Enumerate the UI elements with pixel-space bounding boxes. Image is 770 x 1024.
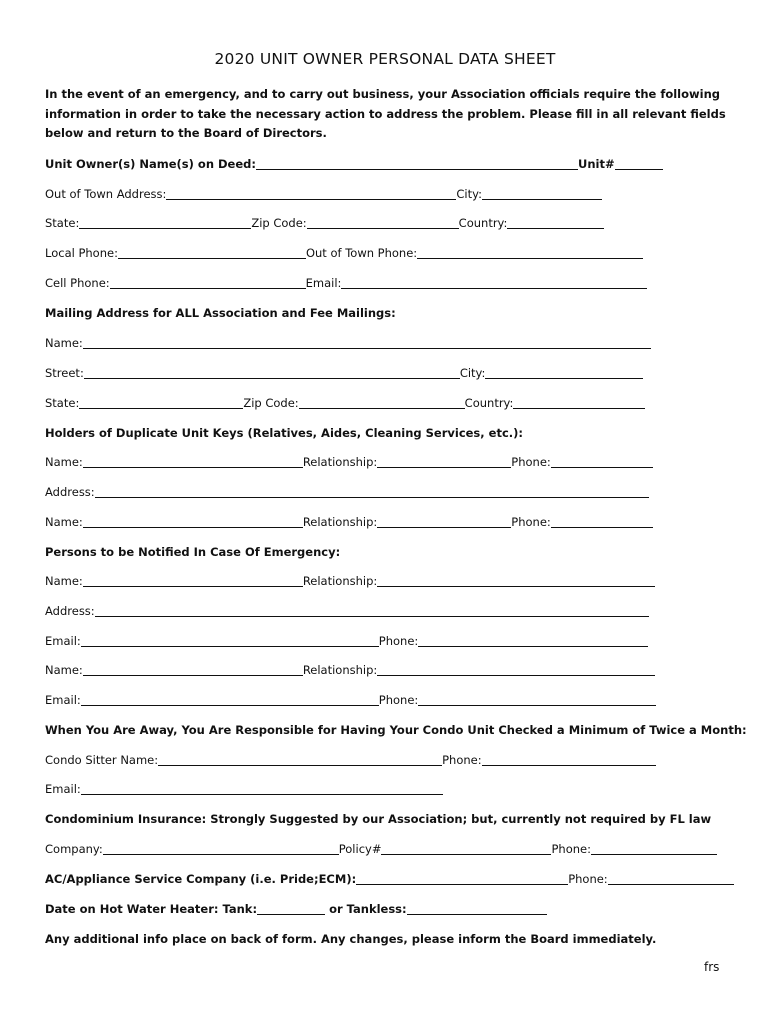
key-holder-relationship-field[interactable] [377, 515, 511, 528]
owner-country-field[interactable] [507, 216, 604, 229]
owner-cell-row [45, 274, 647, 292]
emergency-address-label: Address: [45, 604, 95, 618]
keys-heading: Holders of Duplicate Unit Keys (Relatives, Aides, Cleaning Services, etc.): [45, 426, 523, 440]
mailing-city-label: City: [459, 366, 486, 380]
condo-sitter-email-label: Email: [45, 782, 81, 796]
ac-service-row [45, 870, 734, 888]
water-heater-tankless-field[interactable] [407, 902, 547, 915]
water-heater-tankless-label: or Tankless: [329, 902, 407, 916]
key-holder-phone-field[interactable] [551, 455, 653, 468]
footer-initials: frs [704, 960, 720, 974]
ac-service-phone-label: Phone: [568, 872, 608, 886]
owner-zip-label: Zip Code: [251, 216, 307, 230]
insurance-phone-field[interactable] [591, 842, 717, 855]
key-holder-name-label: Name: [45, 455, 83, 469]
owner-city-label: City: [456, 187, 482, 201]
key-holder-relationship-field[interactable] [377, 455, 511, 468]
emergency-relationship-field[interactable] [377, 663, 655, 676]
owner-state-label: State: [45, 216, 80, 230]
owner-email-label: Email: [305, 276, 342, 290]
water-heater-row [45, 900, 547, 918]
condo-sitter-email-field[interactable] [81, 782, 443, 795]
emergency-name-field[interactable] [83, 574, 303, 587]
owner-city-field[interactable] [482, 187, 602, 200]
condo-sitter-email-row [45, 780, 443, 798]
insurance-policy-field[interactable] [381, 842, 551, 855]
local-phone-label: Local Phone: [45, 246, 118, 260]
owner-names-field[interactable] [256, 157, 578, 170]
emergency-address-row [45, 602, 649, 620]
insurance-heading: Condominium Insurance: Strongly Suggested by our Association; but, currently not required by FL law [45, 812, 712, 826]
insurance-policy-label: Policy# [338, 842, 382, 856]
key-holder-address-row [45, 483, 649, 501]
emergency-phone-field[interactable] [418, 693, 656, 706]
mailing-state-field[interactable] [79, 396, 243, 409]
owner-names-row [45, 155, 663, 173]
out-of-town-address-label: Out of Town Address: [45, 187, 167, 201]
water-heater-tank-label: Date on Hot Water Heater: Tank: [45, 902, 258, 916]
unit-number-field[interactable] [615, 157, 663, 170]
condo-sitter-name-field[interactable] [158, 753, 442, 766]
owner-zip-field[interactable] [307, 216, 459, 229]
mailing-name-field[interactable] [83, 336, 651, 349]
mailing-zip-field[interactable] [299, 396, 465, 409]
mailing-country-field[interactable] [513, 396, 645, 409]
key-holder-relationship-label: Relationship: [302, 515, 378, 529]
owner-state-field[interactable] [79, 216, 251, 229]
key-holder-relationship-label: Relationship: [302, 455, 378, 469]
emergency-relationship-field[interactable] [377, 574, 655, 587]
ac-service-field[interactable] [356, 872, 568, 885]
key-holder-phone-label: Phone: [511, 515, 551, 529]
owner-phone-row [45, 244, 643, 262]
key-holder-row [45, 513, 653, 531]
mailing-street-label: Street: [45, 366, 84, 380]
emergency-email-field[interactable] [81, 693, 379, 706]
owner-country-label: Country: [458, 216, 508, 230]
mailing-street-row [45, 364, 643, 382]
key-holder-name-label: Name: [45, 515, 83, 529]
emergency-email-row [45, 632, 648, 650]
mailing-country-label: Country: [464, 396, 514, 410]
out-of-town-phone-label: Out of Town Phone: [305, 246, 418, 260]
emergency-address-field[interactable] [95, 604, 649, 617]
key-holder-phone-field[interactable] [551, 515, 653, 528]
intro-paragraph: In the event of an emergency, and to carry out business, your Association officials require the following information in order to take the necessary action to address the problem. Please fill in all relevant fields below and return to the Board of Directors. [45, 87, 726, 140]
emergency-email-row [45, 691, 656, 709]
mailing-name-row [45, 334, 651, 352]
owner-state-row [45, 214, 604, 232]
emergency-heading: Persons to be Notified In Case Of Emergency: [45, 545, 341, 559]
condo-sitter-phone-field[interactable] [482, 753, 656, 766]
mailing-street-field[interactable] [84, 366, 460, 379]
mailing-name-label: Name: [45, 336, 83, 350]
mailing-state-label: State: [45, 396, 80, 410]
condo-sitter-name-label: Condo Sitter Name: [45, 753, 159, 767]
away-heading: When You Are Away, You Are Responsible for Having Your Condo Unit Checked a Minimum of Twice a Month: [45, 723, 747, 737]
cell-phone-field[interactable] [110, 276, 306, 289]
ac-service-label: AC/Appliance Service Company (i.e. Pride;ECM): [45, 872, 357, 886]
condo-sitter-phone-label: Phone: [442, 753, 482, 767]
emergency-phone-field[interactable] [418, 634, 648, 647]
key-holder-name-field[interactable] [83, 455, 303, 468]
closing-note: Any additional info place on back of form. Any changes, please inform the Board immediately. [45, 932, 657, 946]
ac-service-phone-field[interactable] [608, 872, 734, 885]
emergency-email-label: Email: [45, 693, 81, 707]
out-of-town-address-field[interactable] [166, 187, 456, 200]
cell-phone-label: Cell Phone: [45, 276, 110, 290]
page-title: 2020 UNIT OWNER PERSONAL DATA SHEET [214, 50, 556, 68]
key-holder-name-field[interactable] [83, 515, 303, 528]
owner-names-label: Unit Owner(s) Name(s) on Deed: [45, 157, 256, 171]
emergency-contact-row [45, 661, 655, 679]
emergency-phone-label: Phone: [378, 634, 419, 648]
out-of-town-address-row [45, 185, 602, 203]
condo-sitter-row [45, 751, 656, 769]
emergency-email-field[interactable] [81, 634, 379, 647]
emergency-phone-label: Phone: [378, 693, 419, 707]
emergency-email-label: Email: [45, 634, 81, 648]
mailing-heading: Mailing Address for ALL Association and Fee Mailings: [45, 306, 396, 320]
key-holder-address-field[interactable] [95, 485, 649, 498]
insurance-phone-label: Phone: [551, 842, 591, 856]
key-holder-address-label: Address: [45, 485, 95, 499]
insurance-row [45, 840, 717, 858]
out-of-town-phone-field[interactable] [417, 246, 643, 259]
mailing-zip-label: Zip Code: [243, 396, 299, 410]
insurance-company-label: Company: [45, 842, 103, 856]
emergency-name-label: Name: [45, 574, 83, 588]
water-heater-tank-field[interactable] [257, 902, 325, 915]
local-phone-field[interactable] [118, 246, 306, 259]
emergency-contact-row [45, 572, 655, 590]
owner-email-field[interactable] [341, 276, 647, 289]
emergency-name-label: Name: [45, 663, 83, 677]
key-holder-row [45, 453, 653, 471]
insurance-company-field[interactable] [103, 842, 339, 855]
mailing-city-field[interactable] [485, 366, 643, 379]
emergency-relationship-label: Relationship: [302, 574, 378, 588]
mailing-state-row [45, 394, 645, 412]
key-holder-phone-label: Phone: [511, 455, 551, 469]
emergency-relationship-label: Relationship: [302, 663, 378, 677]
unit-number-label: Unit# [577, 157, 615, 171]
emergency-name-field[interactable] [83, 663, 303, 676]
